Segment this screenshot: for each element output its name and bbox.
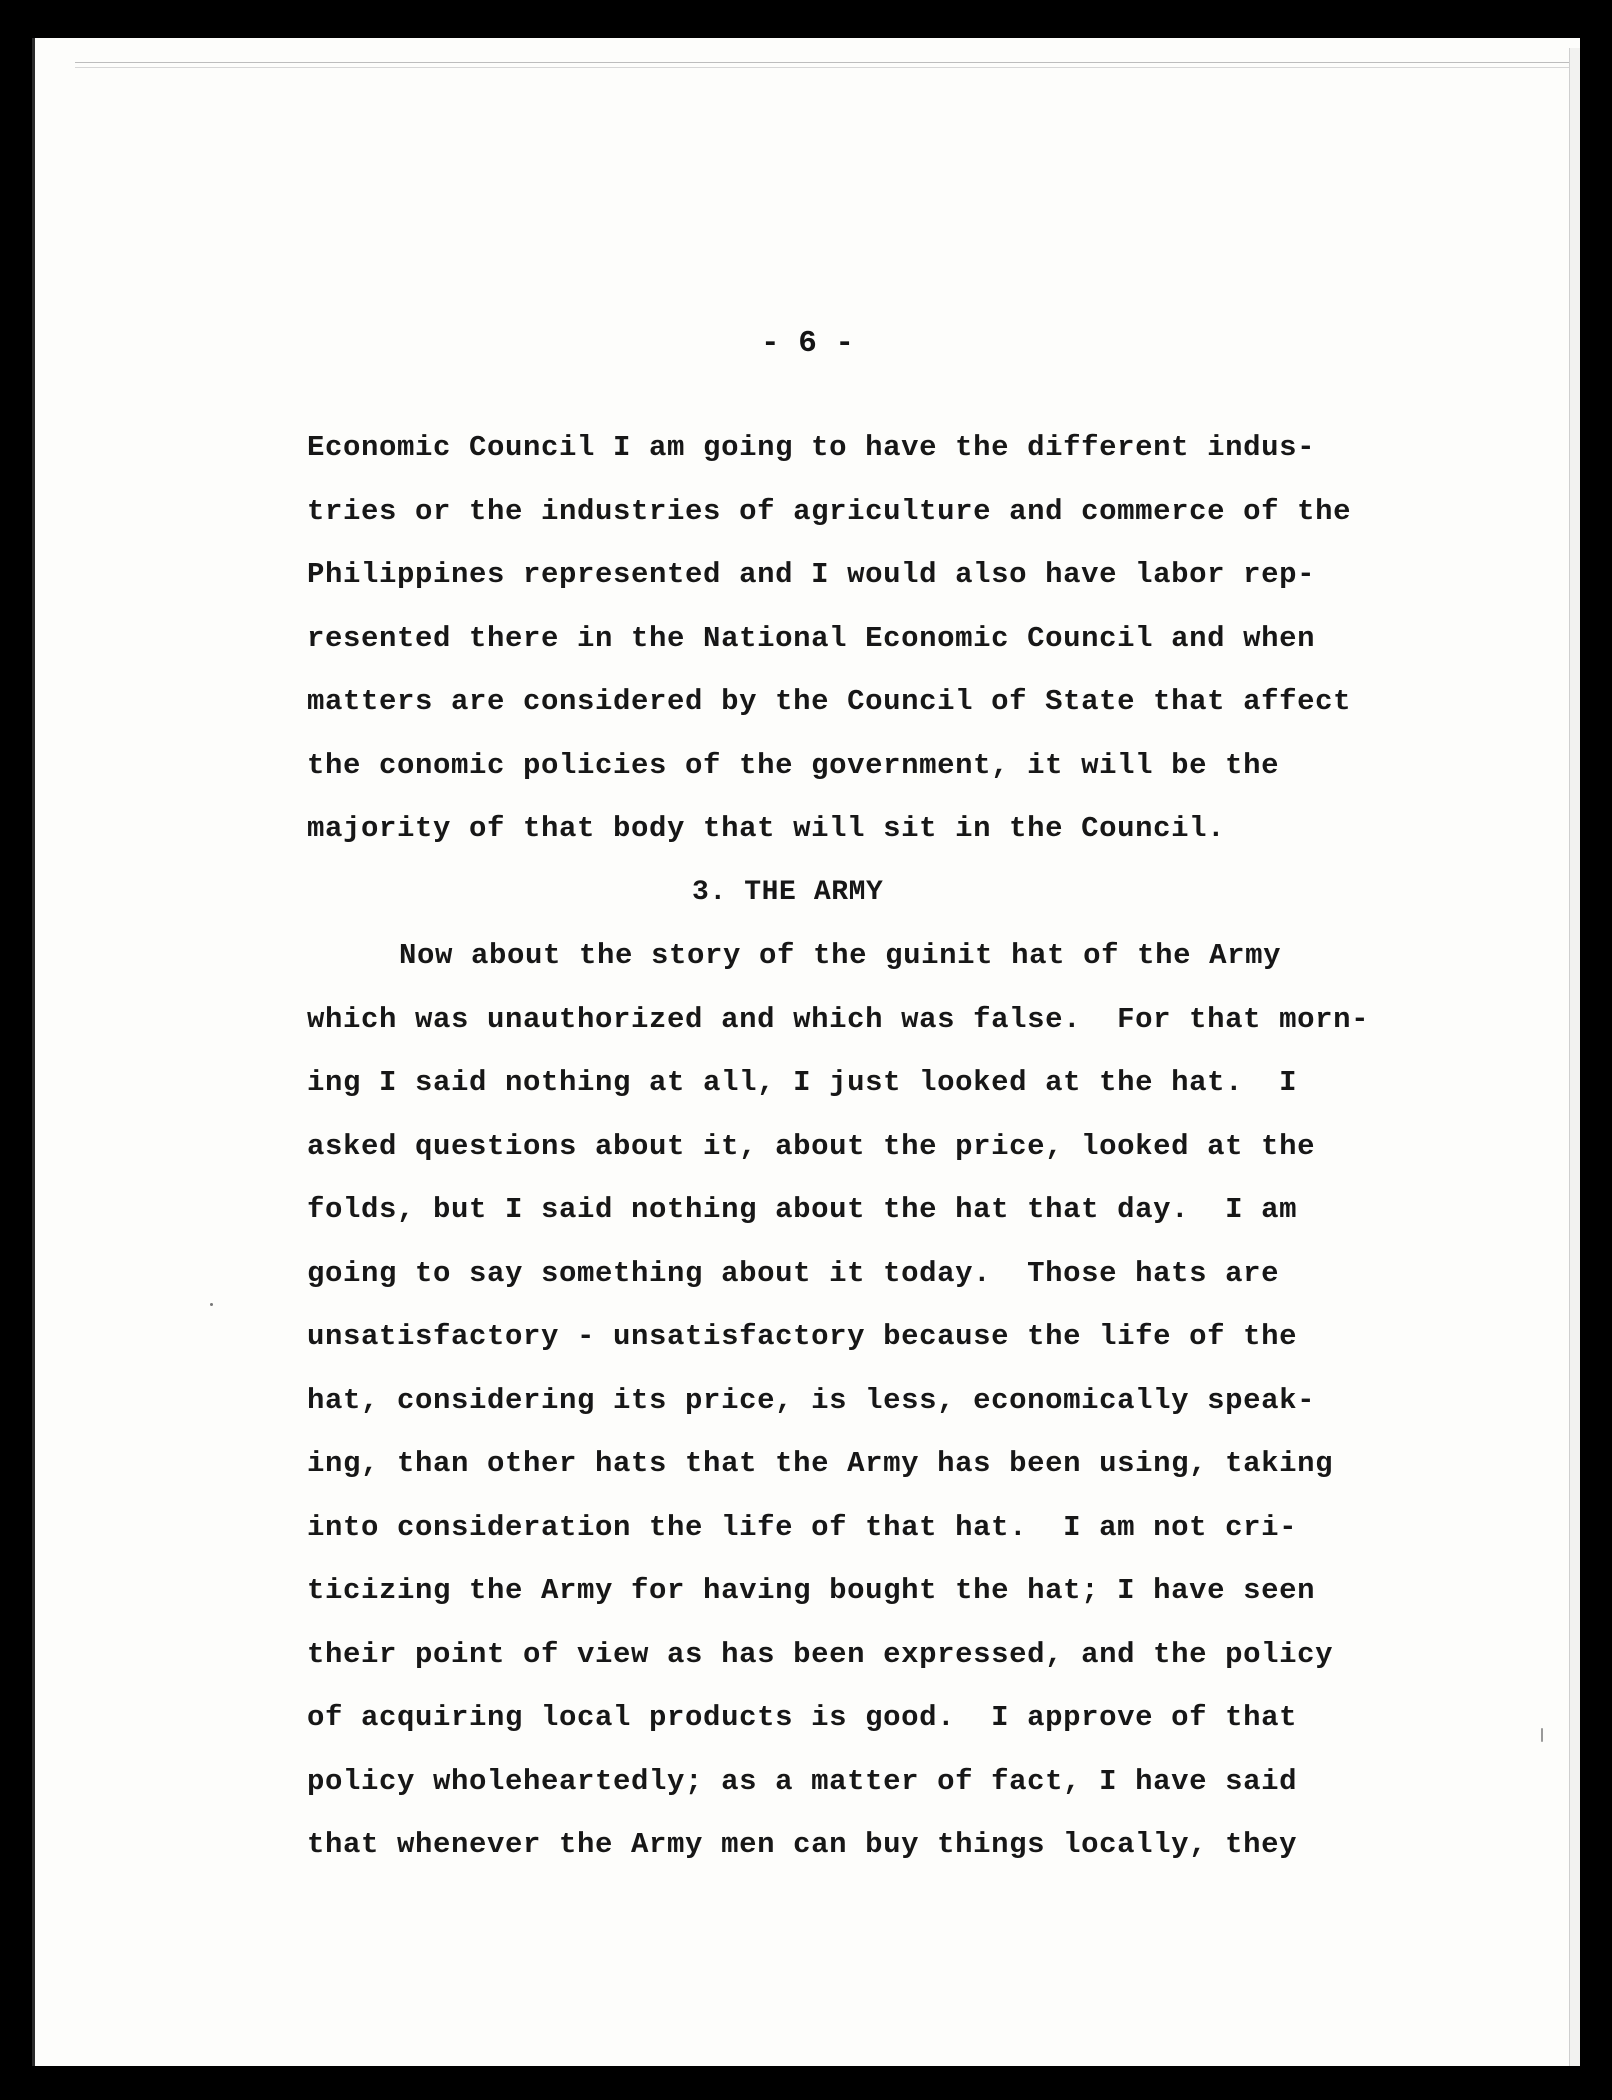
page-number: - 6 - bbox=[760, 326, 854, 361]
document-page bbox=[32, 38, 1580, 2066]
text-line: Economic Council I am going to have the different indus- bbox=[307, 431, 1316, 464]
text-line: their point of view as has been expressed, and the policy bbox=[307, 1637, 1334, 1671]
text-line: Philippines represented and I would also have labor rep- bbox=[307, 558, 1316, 591]
text-line: ticizing the Army for having bought the hat; I have seen bbox=[307, 1574, 1316, 1607]
text-line: matters are considered by the Council of State that affect bbox=[307, 685, 1352, 718]
page-edge-top bbox=[75, 62, 1580, 68]
body-text bbox=[307, 416, 1467, 1877]
text-line: the conomic policies of the government, it will be the bbox=[307, 748, 1280, 782]
scan-speck bbox=[210, 1303, 213, 1306]
text-line: which was unauthorized and which was false. For that morn- bbox=[307, 1002, 1370, 1036]
text-line: that whenever the Army men can buy things locally, they bbox=[307, 1828, 1298, 1861]
text-line: folds, but I said nothing about the hat that day. I am bbox=[307, 1193, 1298, 1226]
text-line: of acquiring local products is good. I approve of that bbox=[307, 1701, 1298, 1734]
text-line: tries or the industries of agriculture and commerce of the bbox=[307, 494, 1352, 528]
text-line: into consideration the life of that hat. I am not cri- bbox=[307, 1510, 1298, 1544]
text-line: unsatisfactory - unsatisfactory because the life of the bbox=[307, 1320, 1298, 1353]
text-line: asked questions about it, about the price, looked at the bbox=[307, 1129, 1316, 1163]
text-line: policy wholeheartedly; as a matter of fact, I have said bbox=[307, 1764, 1298, 1798]
text-line: ing, than other hats that the Army has been using, taking bbox=[307, 1447, 1334, 1480]
text-line: resented there in the National Economic Council and when bbox=[307, 621, 1316, 655]
text-line: majority of that body that will sit in the Council. bbox=[307, 812, 1226, 845]
text-line: ing I said nothing at all, I just looked at the hat. I bbox=[307, 1066, 1298, 1099]
text-line: hat, considering its price, is less, economically speak- bbox=[307, 1383, 1316, 1417]
scan-speck bbox=[1541, 1728, 1543, 1742]
section-heading: 3. THE ARMY bbox=[692, 876, 884, 908]
text-line: going to say something about it today. Those hats are bbox=[307, 1256, 1280, 1290]
text-line: Now about the story of the guinit hat of the Army bbox=[399, 939, 1282, 972]
